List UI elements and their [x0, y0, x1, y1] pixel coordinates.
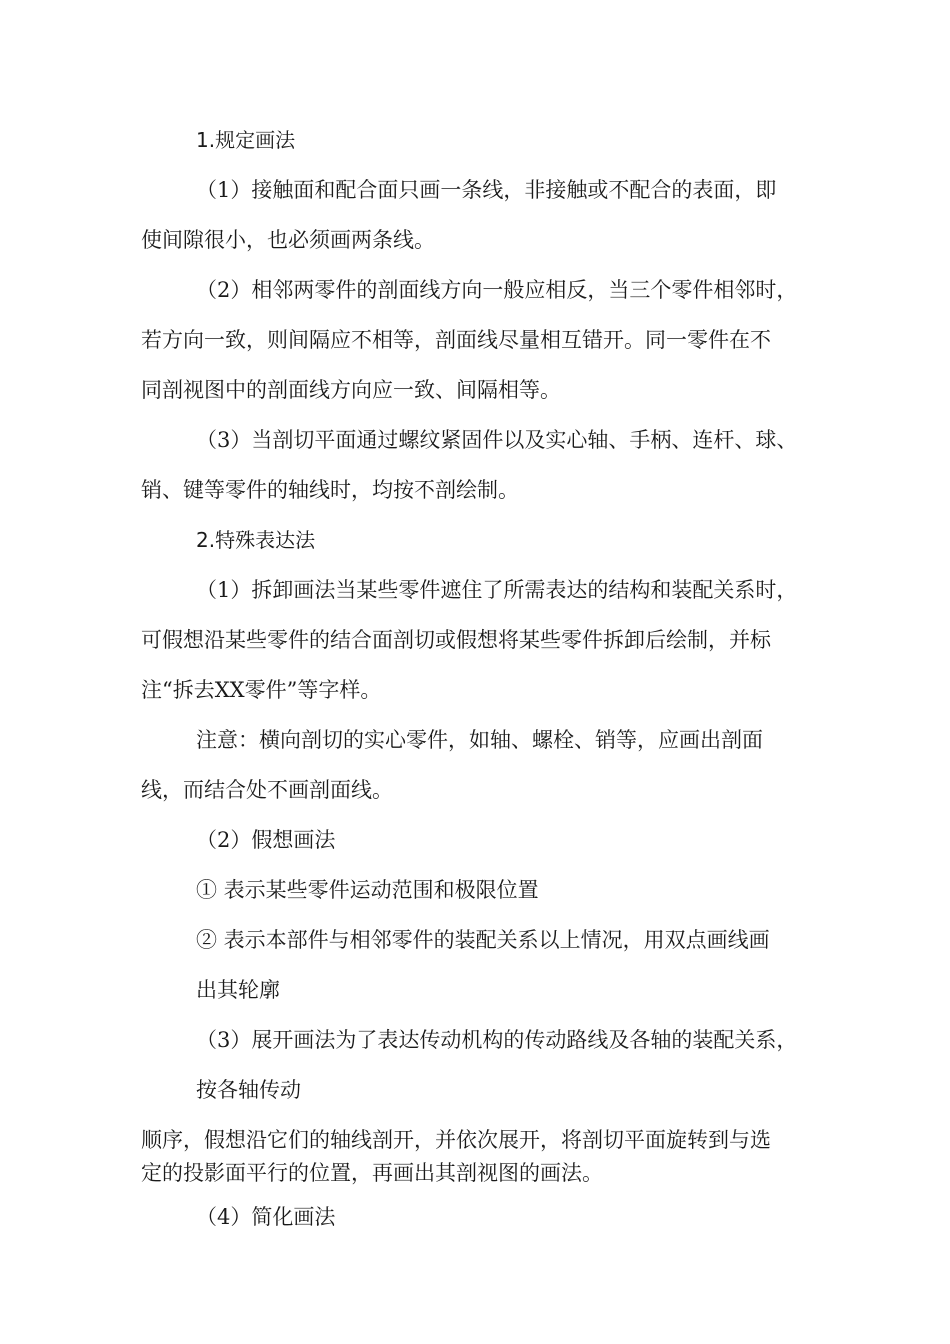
paragraph-line: 可假想沿某些零件的结合面剖切或假想将某些零件拆卸后绘制，并标	[141, 628, 771, 652]
section-heading-special-methods: 2.特殊表达法	[196, 528, 316, 552]
paragraph-line: 按各轴传动	[196, 1078, 301, 1102]
paragraph-line: 定的投影面平行的位置，再画出其剖视图的画法。	[141, 1161, 603, 1185]
section-heading-regulated-drawing: 1.规定画法	[196, 128, 296, 152]
note-line: 线，而结合处不画剖面线。	[141, 778, 393, 802]
note-line: 注意：横向剖切的实心零件，如轴、螺栓、销等，应画出剖面	[196, 728, 763, 752]
subheading-imaginary-drawing: （2）假想画法	[196, 828, 336, 852]
paragraph-line: 顺序，假想沿它们的轴线剖开，并依次展开，将剖切平面旋转到与选	[141, 1128, 771, 1152]
paragraph-line: 注“拆去XX零件”等字样。	[141, 678, 382, 702]
paragraph-line: （2）相邻两零件的剖面线方向一般应相反，当三个零件相邻时，	[196, 278, 798, 302]
paragraph-line: （1）接触面和配合面只画一条线，非接触或不配合的表面，即	[196, 178, 777, 202]
paragraph-line: 若方向一致，则间隔应不相等，剖面线尽量相互错开。同一零件在不	[141, 328, 771, 352]
list-item-continuation: 出其轮廓	[196, 978, 280, 1002]
paragraph-line: 同剖视图中的剖面线方向应一致、间隔相等。	[141, 378, 561, 402]
list-item: ① 表示某些零件运动范围和极限位置	[196, 878, 539, 902]
subheading-simplified-drawing: （4）简化画法	[196, 1205, 336, 1229]
paragraph-line: （3）展开画法为了表达传动机构的传动路线及各轴的装配关系，	[196, 1028, 798, 1052]
paragraph-line: 销、键等零件的轴线时，均按不剖绘制。	[141, 478, 519, 502]
paragraph-line: 使间隙很小，也必须画两条线。	[141, 228, 435, 252]
paragraph-line: （1）拆卸画法当某些零件遮住了所需表达的结构和装配关系时，	[196, 578, 798, 602]
paragraph-line: （3）当剖切平面通过螺纹紧固件以及实心轴、手柄、连杆、球、	[196, 428, 798, 452]
list-item: ② 表示本部件与相邻零件的装配关系以上情况，用双点画线画	[196, 928, 770, 952]
